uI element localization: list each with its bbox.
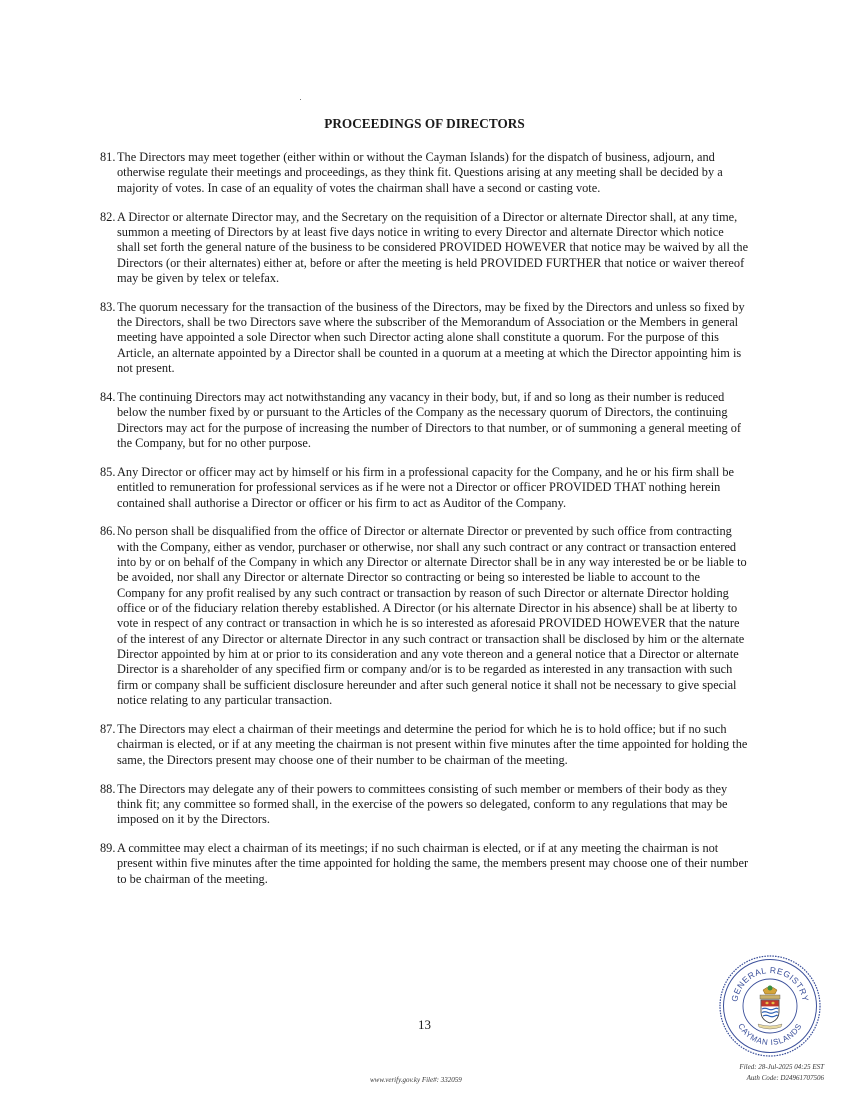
article-text: The Directors may meet together (either within or without the Cayman Islands) for the dispatch of business, adjourn, and otherwise regulate their meetings and proceedings, as they think fit. Questions arising at any meeting shall be decided by a majority of votes. In case of an equality of votes the chairman shall have a second or casting vote. <box>117 150 723 195</box>
filed-date: Filed: 28-Jul-2025 04:25 EST <box>739 1063 824 1071</box>
article-82 <box>100 210 750 287</box>
filing-stamp <box>739 1062 824 1084</box>
article-number: 82. <box>100 209 116 224</box>
coat-of-arms-icon <box>758 986 782 1030</box>
article-text: A committee may elect a chairman of its meetings; if no such chairman is elected, or if at any meeting the chairman is not present within five minutes after the time appointed for holding the same, the members present may choose one of their number to be chairman of the meeting. <box>117 841 749 886</box>
section-heading: PROCEEDINGS OF DIRECTORS <box>324 116 525 131</box>
scan-artifact-dot <box>300 99 301 100</box>
article-number: 84. <box>100 389 116 404</box>
general-registry-seal <box>718 954 822 1058</box>
article-number: 85. <box>100 464 116 479</box>
article-81 <box>100 150 750 196</box>
article-88 <box>100 782 750 828</box>
article-number: 88. <box>100 781 116 796</box>
article-text: The Directors may delegate any of their powers to committees consisting of such member or members of their body as they think fit; any committee so formed shall, in the exercise of the powers so delegated, conform to any regulations that may be imposed on it by the Directors. <box>117 781 728 827</box>
article-number: 81. <box>100 150 116 164</box>
article-text: No person shall be disqualified from the office of Director or alternate Director or prevented by such office from contracting with the Company, either as vendor, purchaser or otherwise, nor shall any such contract or any contract or transaction entered into by or on behalf of the Company in which any Director or alternate Director shall be in any way interested be or be liable to be avoided, nor shall any Director or alternate Director so contracting or being so interested be liable to account to the Company for any profit realised by any such contract or transaction by reason of such Director or alternate Director holding office or of the fiduciary relation thereby established. A Director (or his alternate Director in his absence) shall be at liberty to vote in respect of any contract or transaction in which he is so interested as aforesaid PROVIDED HOWEVER that the nature of the interest of any Director or alternate Director in any such contract or transaction shall be disclosed by him or the alternate Director appointed by him at or prior to its consideration and any vote thereon and a general notice that a Director or alternate Director is a shareholder of any specified firm or company and/or is to be regarded as interested in any transaction with such firm or company shall be sufficient disclosure hereunder and after such general notice it shall not be necessary to give special notice relating to any particular transaction. <box>117 524 747 708</box>
verify-footer: www.verify.gov.ky File#: 332059 <box>370 1076 462 1084</box>
page-number: 13 <box>418 1017 431 1032</box>
seal-top-text: GENERAL REGISTRY <box>729 964 811 1003</box>
article-number: 87. <box>100 722 116 736</box>
article-text: The quorum necessary for the transaction of the business of the Directors, may be fixed by the Directors and unless so fixed by the Directors, shall be two Directors save where the subscriber of the Memorandum of Association or the Members in general meeting have appointed a sole Director when such Director acting alone shall constitute a quorum. For the purpose of this Article, an alternate appointed by a Director shall be counted in a quorum at a meeting at which the Director appointing him is not present. <box>117 299 745 376</box>
article-text: A Director or alternate Director may, and the Secretary on the requisition of a Director or alternate Director shall, at any time, summon a meeting of Directors by at least five days notice in writing to every Director and alternate Director which notice shall set forth the general nature of the business to be considered PROVIDED HOWEVER that notice may be waived by all the Directors (or their alternates) either at, before or after the meeting is held PROVIDED FURTHER that notice or waiver thereof may be given by telex or telefax. <box>117 209 749 285</box>
article-text: The Directors may elect a chairman of their meetings and determine the period for which he is to hold office; but if no such chairman is elected, or if at any meeting the chairman is not present within five minutes after the time appointed for holding the same, the Directors present may choose one of their number to be chairman of the meeting. <box>117 722 748 767</box>
article-86 <box>100 524 750 708</box>
article-84 <box>100 390 750 451</box>
auth-code: Auth Code: D24961707506 <box>746 1074 824 1082</box>
article-85 <box>100 465 750 511</box>
article-number: 86. <box>100 524 116 539</box>
article-text: Any Director or officer may act by himself or his firm in a professional capacity for the Company, and he or his firm shall be entitled to remuneration for professional services as if he were not a Director or officer PROVIDED THAT nothing herein contained shall authorise a Director or officer or his firm to act as Auditor of the Company. <box>117 464 735 510</box>
article-89 <box>100 841 750 887</box>
article-83 <box>100 300 750 377</box>
article-87 <box>100 722 750 768</box>
article-number: 83. <box>100 299 116 314</box>
article-number: 89. <box>100 841 116 856</box>
article-text: The continuing Directors may act notwithstanding any vacancy in their body, but, if and so long as their number is reduced below the number fixed by or pursuant to the Articles of the Company as the necessary quorum of Directors, the continuing Directors may act for the purpose of increasing the number of Directors to that number, or of summoning a general meeting of the Company, but for no other purpose. <box>117 389 742 450</box>
seal-bottom-text: CAYMAN ISLANDS <box>736 1021 804 1048</box>
articles-list <box>100 150 750 901</box>
